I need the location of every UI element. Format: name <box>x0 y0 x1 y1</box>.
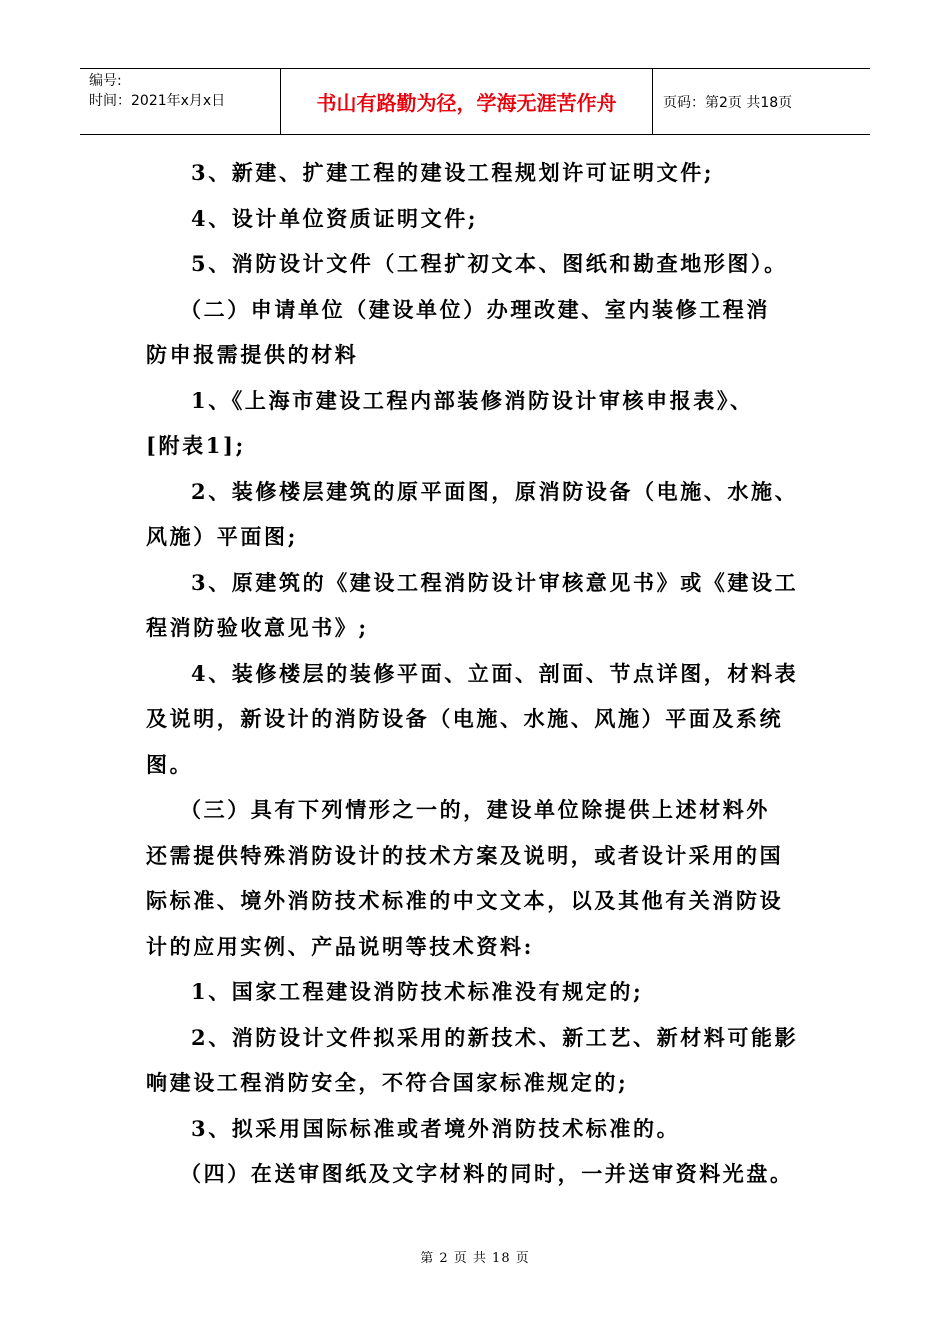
section-heading-cont: 防申报需提供的材料 <box>146 342 359 367</box>
body-line: 2、消防设计文件拟采用的新技术、新工艺、新材料可能影 <box>191 1024 799 1050</box>
body-line: 还需提供特殊消防设计的技术方案及说明，或者设计采用的国 <box>146 842 784 868</box>
document-time-label: 时间：2021年x月x日 <box>89 93 226 109</box>
page-header <box>80 68 870 135</box>
body-line: 际标准、境外消防技术标准的中文文本，以及其他有关消防设 <box>146 888 784 913</box>
body-line: 4、装修楼层的装修平面、立面、剖面、节点详图，材料表 <box>191 660 799 686</box>
body-line: 2、装修楼层建筑的原平面图，原消防设备（电施、水施、 <box>191 478 799 504</box>
body-line: 3、新建、扩建工程的建设工程规划许可证明文件; <box>191 160 715 185</box>
body-line: 计的应用实例、产品说明等技术资料: <box>146 933 534 959</box>
document-number-label: 编号: <box>89 73 122 89</box>
document-body <box>146 150 806 1197</box>
header-page-info: 页码：第2页 共18页 <box>663 94 793 111</box>
body-line: 响建设工程消防安全，不符合国家标准规定的; <box>146 1070 629 1095</box>
body-line: 4、设计单位资质证明文件; <box>191 205 479 231</box>
header-meta-cell <box>80 69 281 134</box>
body-line: 3、拟采用国际标准或者境外消防技术标准的。 <box>191 1115 681 1141</box>
section-heading: （二）申请单位（建设单位）办理改建、室内装修工程消 <box>180 296 770 322</box>
page-footer <box>0 1247 950 1266</box>
body-line: 1、《上海市建设工程内部装修消防设计审核申报表》、 <box>191 387 754 413</box>
body-line: 1、国家工程建设消防技术标准没有规定的; <box>191 979 644 1004</box>
section-heading: （四）在送审图纸及文字材料的同时，一并送审资料光盘。 <box>180 1161 794 1186</box>
header-motto: 书山有路勤为径，学海无涯苦作舟 <box>316 91 617 115</box>
header-motto-cell <box>281 69 653 134</box>
body-line: 5、消防设计文件（工程扩初文本、图纸和勘查地形图）。 <box>191 251 788 276</box>
body-line: 及说明，新设计的消防设备（电施、水施、风施）平面及系统 <box>146 706 784 731</box>
body-line: 图。 <box>146 751 194 777</box>
body-line: 3、原建筑的《建设工程消防设计审核意见书》或《建设工 <box>191 569 799 595</box>
body-line: 风施）平面图; <box>146 524 298 549</box>
footer-page-number: 第 2 页 共 18 页 <box>420 1251 530 1266</box>
body-line: [附表1]; <box>146 433 246 458</box>
body-line: 程消防验收意见书》; <box>146 615 369 640</box>
header-page-cell <box>653 69 870 134</box>
section-heading: （三）具有下列情形之一的，建设单位除提供上述材料外 <box>180 797 770 822</box>
